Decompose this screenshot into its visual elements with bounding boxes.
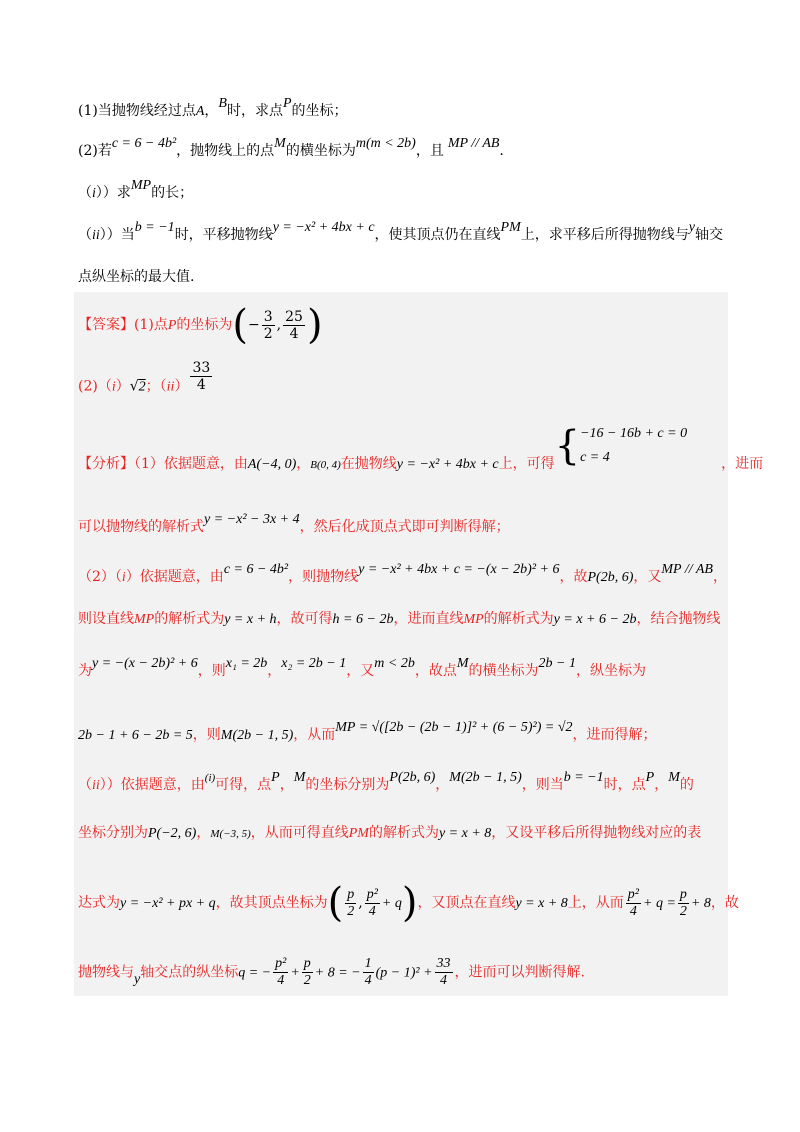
analysis-10: 抛物线与y轴交点的纵坐标q = − $\frac{\text{p²}}{4}$ + $\frac{p}{2}$ + 8 = − $\frac{1}{4}$ (p − 1)² + $\frac{33}{4}$ ，进而可以判断得解. — [78, 956, 585, 988]
question-part-2-ii-cont: 点纵坐标的最大值. — [78, 269, 195, 285]
analysis-4: 则设直线MP的解析式为y = x + h，故可得h = 6 − 2b，进而直线MP的解析式为y = x + 6 − 2b，结合抛物线 — [78, 611, 721, 627]
analysis-2: 可以抛物线的解析式y = −x² − 3x + 4，然后化成顶点式即可判断得解； — [78, 512, 510, 535]
analysis-9: 达式为y = −x² + px + q，故其顶点坐标为( $\frac{p}{2}$ , $\frac{\text{p²}}{4}$ + q)，又顶点在直线y = x + 8上，从而 $\frac{\text{p²}}{4}$ + q = $\frac{p}{2}$ + 8，故 — [78, 880, 739, 926]
answer-1: 【答案】(1)点P的坐标为(− $\frac{3}{2}$ , $\frac{25}{4}$ ) — [78, 302, 323, 348]
question-part-1: (1)当抛物线经过点A，B时，求点P的坐标； — [78, 96, 348, 119]
question-part-2: (2)若c = 6 − 4b²，抛物线上的点M的横坐标为m(m < 2b)，且 MP // AB. — [78, 136, 504, 159]
analysis-1: 【分析】（1）依据题意，由A(−4, 0)，B(0, 4)在抛物线y = −x² + 4bx + c上，可得{ −16 − 16b + c = 0 c = 4 ，进而 — [78, 423, 764, 472]
analysis-3: （2）（i）依据题意，由c = 6 − 4b²，则抛物线y = −x² + 4bx + c = −(x − 2b)² + 6，故P(2b, 6)，又MP // AB， — [78, 562, 727, 585]
question-part-2-i: （i））求MP的长； — [78, 178, 194, 201]
analysis-5: 为y = −(x − 2b)² + 6，则x₁ = 2b，x₂ = 2b − 1，又m < 2b，故点M的横坐标为2b − 1，纵坐标为 — [78, 656, 646, 679]
question-part-2-ii: （ii））当b = −1时，平移抛物线y = −x² + 4bx + c，使其顶点仍在直线PM上，求平移后所得抛物线与y轴交 — [78, 220, 723, 243]
analysis-8: 坐标分别为P(−2, 6)，M(−3, 5)，从而可得直线PM的解析式为y = x + 8，又设平移后所得抛物线对应的表 — [78, 825, 702, 841]
analysis-7: （ii））依据题意，由$^{(i)}$可得，点P，M的坐标分别为P(2b, 6)，M(2b − 1, 5)，则当b = −1时，点P，M的 — [78, 770, 694, 793]
answer-2: (2)（i）√2；（ii） $\frac{33}{4}$ — [78, 360, 211, 395]
analysis-6: 2b − 1 + 6 − 2b = 5，则M(2b − 1, 5)，从而MP = √([2b − (2b − 1)]² + (6 − 5)²) = √2，进而得解； — [78, 720, 657, 743]
